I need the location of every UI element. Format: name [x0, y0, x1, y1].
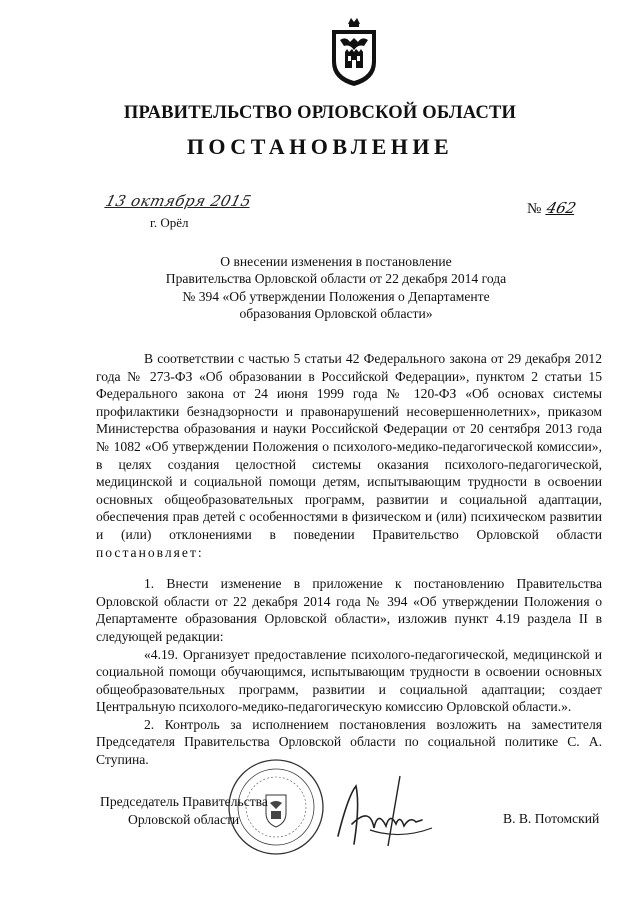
document-body: [96, 350, 602, 769]
document-subject: [150, 253, 522, 322]
position-line: Орловской области: [128, 812, 240, 827]
position-line: Председатель Правительства: [100, 794, 268, 809]
subject-line: О внесении изменения в постановление: [220, 254, 452, 269]
signatory-position: [100, 793, 268, 829]
subject-line: Правительства Орловской области от 22 декабря 2014 года: [165, 271, 507, 287]
government-title: ПРАВИТЕЛЬСТВО ОРЛОВСКОЙ ОБЛАСТИ: [123, 103, 517, 123]
signer-name: В. В. Потомский: [503, 811, 600, 826]
handwritten-date: 13 октября 2015: [103, 192, 254, 210]
subject-line: образования Орловской области»: [239, 305, 433, 321]
handwritten-number: 462: [545, 199, 579, 217]
document-type-title: ПОСТАНОВЛЕНИЕ: [186, 134, 454, 159]
preamble-paragraph: [96, 350, 602, 561]
decree-word: постановляет:: [96, 544, 204, 560]
quoted-paragraph: «4.19. Организует предоставление психолого-педагогической, медицинской и социальной помощи обучающимся, испытывающим трудности в освоении основных общеобразовательных программ, развитии и социальной адаптации; создает Центральную психолого-медико-педагогическую комиссию Орловской области.».: [96, 646, 602, 715]
item-2-paragraph: 2. Контроль за исполнением постановления возложить на заместителя Председателя Правительства Орловской области по социальной политике С. А. Ступина.: [96, 716, 602, 768]
item-1-paragraph: 1. Внести изменение в приложение к постановлению Правительства Орловской области от 22 декабря 2014 года № 394 «Об утверждении Положения о Департаменте образования Орловской области», изложив пункт 4.19 раздела II в следующей редакции:: [96, 576, 602, 644]
handwritten-signature: [330, 766, 440, 856]
preamble-text: В соответствии с частью 5 статьи 42 Федерального закона от 29 декабря 2012 года № 273-ФЗ «Об образовании в Российской Федерации», пунктом 2 статьи 15 Федерального закона от 24 июня 1999 года № 120-ФЗ «Об основах системы профилактики безнадзорности и правонарушений несовершеннолетних», приказом Министерства образования и науки Российской Федерации от 20 сентября 2013 года № 1082 «Об утверждении Положения о психолого-медико-педагогической комиссии», в целях создания целостной системы оказания психолого-педагогической, медицинской и социальной помощи детям, испытывающим трудности в освоении основных общеобразовательных программ, развитии и социальной адаптации, обеспечения прав детей с особенностями в физическом и (или) психическом развитии и (или) отклонениями в поведении Правительство Орловской области: [96, 351, 602, 542]
number-label: №: [527, 201, 542, 217]
subject-line: № 394 «Об утверждении Положения о Департаменте: [182, 288, 490, 304]
coat-of-arms-emblem: [328, 16, 380, 88]
document-number: [527, 199, 579, 218]
city-label: г. Орёл: [150, 215, 189, 230]
